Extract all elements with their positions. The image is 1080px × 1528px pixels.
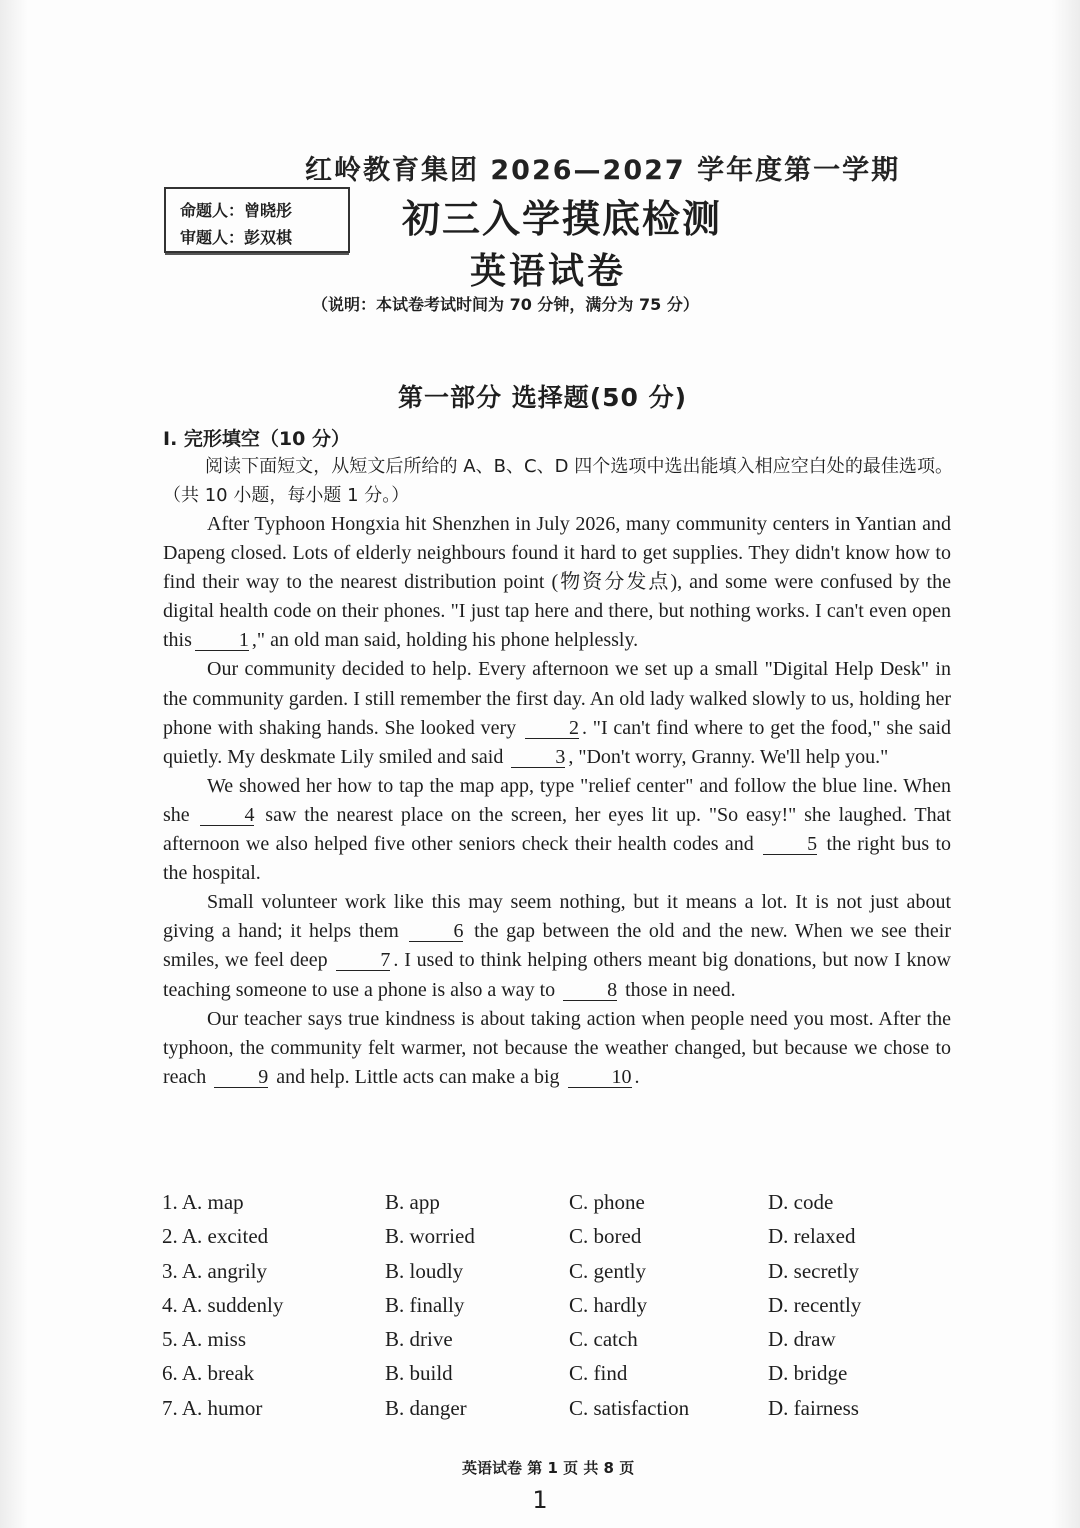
option-row bbox=[160, 1361, 960, 1395]
option-b: B. build bbox=[385, 1361, 453, 1386]
passage-text: the right bus to the hospital. bbox=[163, 833, 952, 885]
option-a: 3. A. angrily bbox=[162, 1258, 267, 1283]
option-c: C. phone bbox=[569, 1190, 645, 1214]
passage-paragraph bbox=[163, 888, 951, 1004]
option-a: 6. A. break bbox=[162, 1361, 255, 1386]
blank-2: 2 bbox=[525, 718, 579, 739]
passage-text: , "Don't worry, Granny. We'll help you." bbox=[568, 745, 889, 768]
blank-1: 1 bbox=[195, 630, 249, 651]
option-d: D. bridge bbox=[768, 1361, 848, 1386]
exam-title: 初三入学摸底检测 bbox=[402, 197, 723, 241]
option-b: B. danger bbox=[385, 1395, 467, 1420]
option-a: 2. A. excited bbox=[162, 1224, 269, 1249]
blank-4: 4 bbox=[200, 805, 254, 826]
section-instructions: 阅读下面短文，从短文后所给的 A、B、C、D 四个选项中选出能填入相应空白处的最佳选项。（共 10 小题，每小题 1 分。） bbox=[163, 456, 953, 506]
part-title: 第一部分 选择题(50 分) bbox=[398, 383, 688, 412]
passage-text: . I used to think helping others meant big donations, but now I know teaching someone to use a phone is also a way to bbox=[163, 949, 951, 1001]
option-b: B. app bbox=[385, 1190, 440, 1214]
blank-3: 3 bbox=[511, 747, 565, 768]
option-d: D. secretly bbox=[768, 1258, 859, 1283]
passage-paragraph bbox=[163, 655, 951, 771]
option-c: C. hardly bbox=[569, 1292, 648, 1317]
author-box bbox=[164, 187, 350, 253]
option-row bbox=[160, 1259, 960, 1293]
option-c: C. satisfaction bbox=[569, 1395, 690, 1420]
option-d: D. draw bbox=[768, 1327, 836, 1352]
option-b: B. loudly bbox=[385, 1258, 464, 1283]
school-title: 红岭教育集团 2026—2027 学年度第一学期 bbox=[305, 155, 901, 186]
blank-9: 9 bbox=[214, 1067, 268, 1088]
option-row bbox=[160, 1224, 960, 1258]
passage-text: Our community decided to help. Every afternoon we set up a small "Digital Help Desk" in the community garden. I still remember the first day. An old lady walked slowly to us, holding her phone with shaking hands. She looked very bbox=[163, 658, 951, 739]
option-row bbox=[160, 1327, 960, 1361]
option-b: B. worried bbox=[385, 1224, 475, 1249]
page-footer: 英语试卷 第 1 页 共 8 页 bbox=[462, 1459, 635, 1477]
exam-note: （说明：本试卷考试时间为 70 分钟，满分为 75 分） bbox=[312, 295, 699, 314]
blank-7: 7 bbox=[336, 950, 390, 971]
option-a: 4. A. suddenly bbox=[162, 1292, 284, 1317]
scan-shadow-left bbox=[0, 0, 28, 1528]
option-c: C. catch bbox=[569, 1327, 638, 1352]
blank-8: 8 bbox=[563, 980, 617, 1001]
blank-6: 6 bbox=[409, 921, 463, 942]
passage-text: Small volunteer work like this may seem nothing, but it means a lot. It is not just about giving a hand; it helps them bbox=[163, 891, 951, 943]
option-d: D. relaxed bbox=[768, 1224, 856, 1249]
passage-text: ," an old man said, holding his phone helplessly. bbox=[251, 629, 639, 652]
passage-text: Our teacher says true kindness is about taking action when people need you most. After the typhoon, the community felt warmer, not because the weather changed, but because we chose to reach bbox=[163, 1007, 951, 1088]
passage-paragraph bbox=[163, 772, 951, 888]
section-heading: I. 完形填空（10 分） bbox=[163, 428, 350, 450]
setter-label: 命题人：曾晓彤 bbox=[180, 201, 293, 220]
option-a: 5. A. miss bbox=[162, 1327, 247, 1352]
passage-paragraph bbox=[163, 1005, 951, 1092]
option-row bbox=[160, 1190, 960, 1224]
passage-text: . "I can't find where to get the food," she said quietly. My deskmate Lily smiled and said bbox=[163, 716, 952, 768]
passage-text: those in need. bbox=[625, 978, 736, 1001]
cloze-passage bbox=[163, 510, 951, 1092]
option-row bbox=[160, 1396, 960, 1430]
blank-10: 10 bbox=[568, 1067, 632, 1088]
answer-options bbox=[160, 1190, 960, 1430]
passage-paragraph bbox=[163, 510, 951, 655]
reviewer-label: 审题人：彭双棋 bbox=[180, 228, 293, 247]
option-c: C. find bbox=[569, 1361, 628, 1386]
option-a: 1. A. map bbox=[162, 1190, 244, 1214]
passage-text: We showed her how to tap the map app, type "relief center" and follow the blue line. When she bbox=[163, 774, 951, 826]
option-d: D. code bbox=[768, 1190, 834, 1214]
page-number: 1 bbox=[532, 1486, 548, 1514]
option-row bbox=[160, 1293, 960, 1327]
passage-text: the gap between the old and the new. When we see their smiles, we feel deep bbox=[163, 920, 952, 972]
option-b: B. finally bbox=[385, 1292, 465, 1317]
passage-text: saw the nearest place on the screen, her eyes lit up. "So easy!" she laughed. That afternoon we also helped five other seniors check their health codes and bbox=[163, 803, 951, 856]
passage-text: . bbox=[634, 1065, 640, 1088]
option-b: B. drive bbox=[385, 1327, 453, 1352]
subject-title: 英语试卷 bbox=[470, 251, 627, 292]
option-a: 7. A. humor bbox=[162, 1395, 263, 1420]
option-c: C. gently bbox=[569, 1258, 646, 1283]
passage-text: After Typhoon Hongxia hit Shenzhen in July 2026, many community centers in Yantian and Dapeng closed. Lots of elderly neighbours found it hard to get supplies. They didn't know how to find their way to the nearest distribution point (物资分发点), and some were confused by the digital health code on their phones. "I just tap here and there, but nothing works. I can't even open this bbox=[163, 513, 951, 652]
option-d: D. recently bbox=[768, 1292, 862, 1317]
scan-shadow-right bbox=[1052, 0, 1080, 1528]
option-c: C. bored bbox=[569, 1224, 642, 1249]
passage-text: and help. Little acts can make a big bbox=[276, 1065, 560, 1088]
blank-5: 5 bbox=[763, 834, 817, 855]
option-d: D. fairness bbox=[768, 1395, 859, 1420]
